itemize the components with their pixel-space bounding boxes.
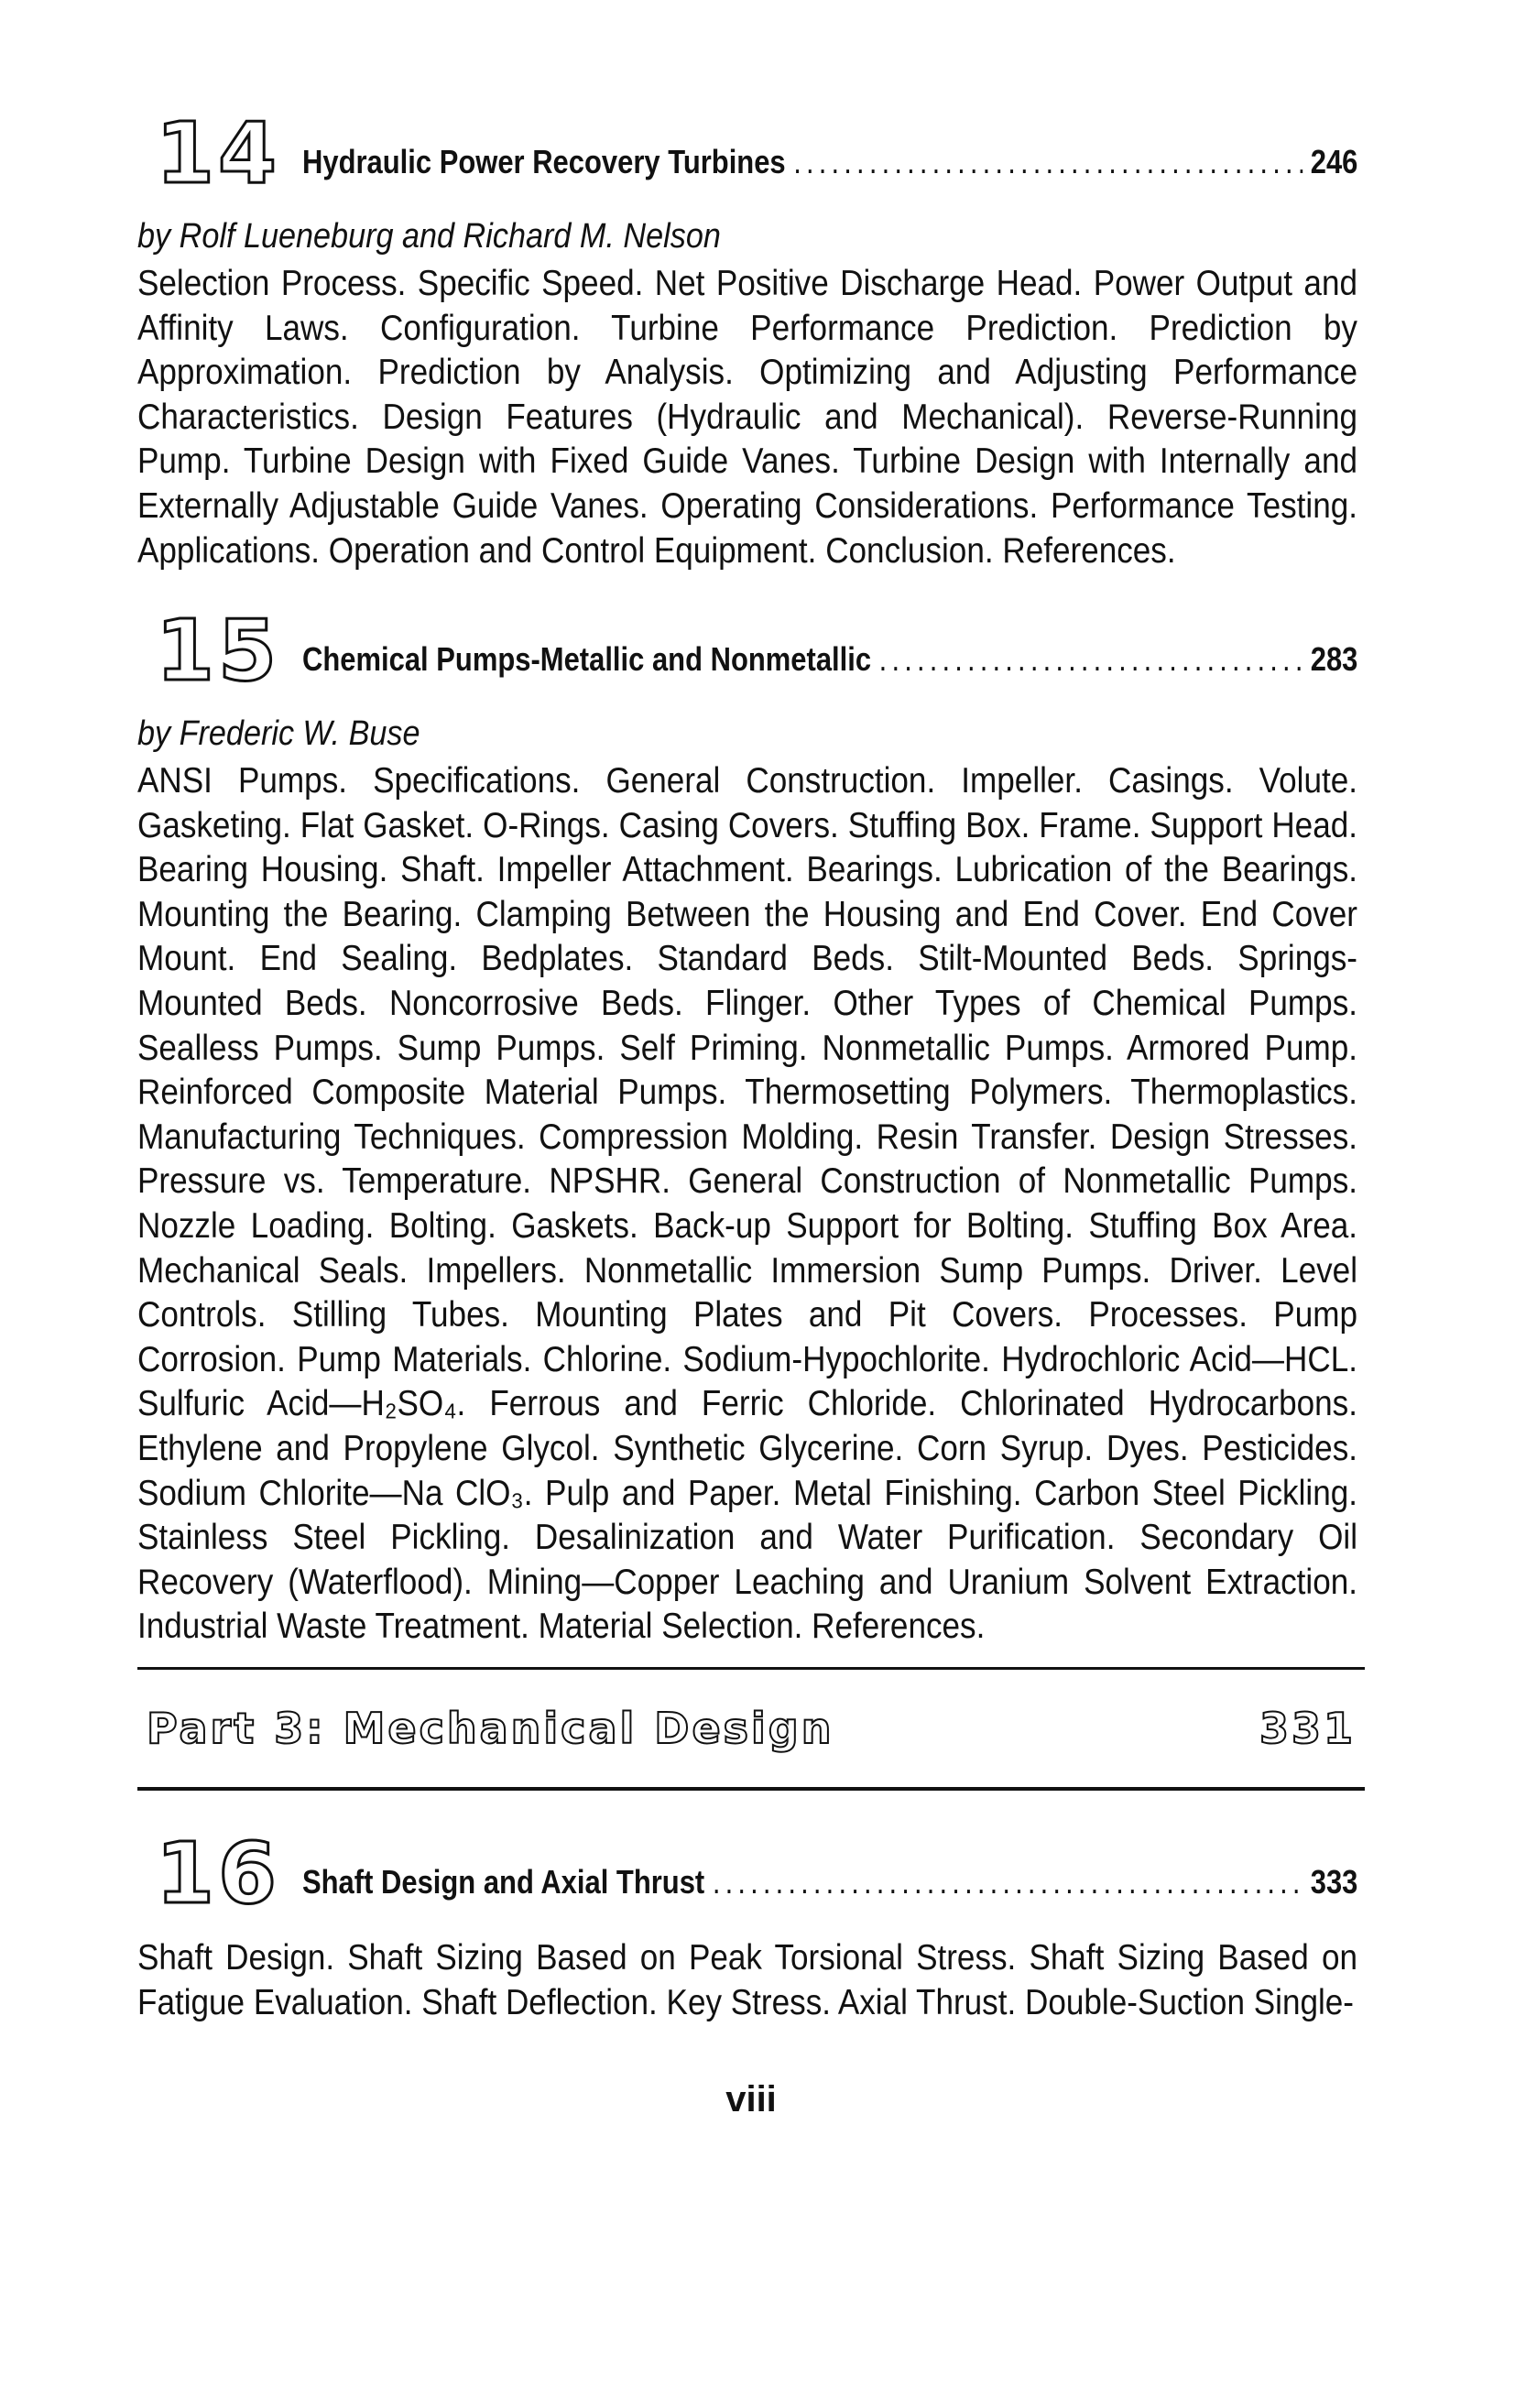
chapter-author: by Rolf Lueneburg and Richard M. Nelson: [137, 217, 721, 256]
chapter-page: 246: [1310, 143, 1358, 180]
chapter-title: Chemical Pumps-Metallic and Nonmetallic: [302, 640, 872, 678]
dot-leader: [879, 640, 1302, 679]
chapter-title-row[interactable]: [302, 143, 1357, 181]
chapter-page: 333: [1310, 1863, 1358, 1901]
chapter-summary: Shaft Design. Shaft Sizing Based on Peak Torsional Stress. Shaft Sizing Based on Fatigue Evaluation. Shaft Deflection. Key Stress. Axial Thrust. Double-Suction Single-: [137, 1938, 1357, 2022]
dot-leader: [713, 1863, 1302, 1901]
chapter-title: Hydraulic Power Recovery Turbines: [302, 143, 786, 180]
chapter-title: Shaft Design and Axial Thrust: [302, 1863, 705, 1901]
chapter-title-row[interactable]: [302, 640, 1357, 679]
chapter-title-row[interactable]: [302, 1863, 1357, 1901]
chapter-number: 16: [156, 1825, 281, 1923]
chapter-summary: Selection Process. Specific Speed. Net Positive Discharge Head. Power Output and Affinity Laws. Configuration. Turbine Performance Prediction. Prediction by Approximation. Prediction by Analysis. Optimizing and Adjusting Performance Characteristics. Design Features (Hydraulic and Mechanical). Reverse-Running Pump. Turbine Design with Fixed Guide Vanes. Turbine Design with Internally and Externally Adjustable Guide Vanes. Operating Considerations. Performance Testing. Applications. Operation and Control Equipment. Conclusion. References.: [137, 264, 1357, 571]
chapter-page: 283: [1310, 640, 1358, 678]
dot-leader: [793, 143, 1302, 181]
part-rule-bottom: [137, 1787, 1365, 1791]
chapter-number: 14: [156, 104, 281, 202]
page-number: viii: [725, 2079, 777, 2119]
chapter-summary: ANSI Pumps. Specifications. General Construction. Impeller. Casings. Volute. Gasketing. Flat Gasket. O-Rings. Casing Covers. Stuffing Box. Frame. Support Head. Bearing Housing. Shaft. Impeller Attachment. Bearings. Lubrication of the Bearings. Mounting the Bearing. Clamping Between the Housing and End Cover. End Cover Mount. End Sealing. Bedplates. Standard Beds. Stilt-Mounted Beds. Springs-Mounted Beds. Noncorrosive Beds. Flinger. Other Types of Chemical Pumps. Sealless Pumps. Sump Pumps. Self Priming. Nonmetallic Pumps. Armored Pump. Reinforced Composite Material Pumps. Thermosetting Polymers. Thermoplastics. Manufacturing Techniques. Compression Molding. Resin Transfer. Design Stresses. Pressure vs. Temperature. NPSHR. General Construction of Nonmetallic Pumps. Nozzle Loading. Bolting. Gaskets. Back-up Support for Bolting. Stuffing Box Area. Mechanical Seals. Impellers. Nonmetallic Immersion Sump Pumps. Driver. Level Controls. Stilling Tubes. Mounting Plates and Pit Covers. Processes. Pump Corrosion. Pump Materials. Chlorine. Sodium-Hypochlorite. Hydrochloric Acid—HCL. Sulfuric Acid—H₂SO₄. Ferrous and Ferric Chloride. Chlorinated Hydrocarbons. Ethylene and Propylene Glycol. Synthetic Glycerine. Corn Syrup. Dyes. Pesticides. Sodium Chlorite—Na ClO₃. Pulp and Paper. Metal Finishing. Carbon Steel Pickling. Stainless Steel Pickling. Desalinization and Water Purification. Secondary Oil Recovery (Waterflood). Mining—Copper Leaching and Uranium Solvent Extraction. Industrial Waste Treatment. Material Selection. References.: [137, 761, 1357, 1647]
chapter-14: [137, 103, 1365, 573]
chapter-15: [137, 600, 1365, 1650]
chapter-heading: [137, 1823, 1365, 1923]
part-title: Part 3: Mechanical Design: [147, 1704, 834, 1753]
part-row: [137, 1670, 1365, 1787]
chapter-author: by Frederic W. Buse: [137, 714, 420, 753]
chapter-heading: [137, 600, 1365, 701]
part-page: 331: [1259, 1704, 1356, 1753]
chapter-heading: [137, 103, 1365, 203]
chapter-16: [137, 1823, 1365, 2025]
chapter-number: 15: [156, 602, 281, 700]
part-heading[interactable]: [137, 1667, 1365, 1791]
